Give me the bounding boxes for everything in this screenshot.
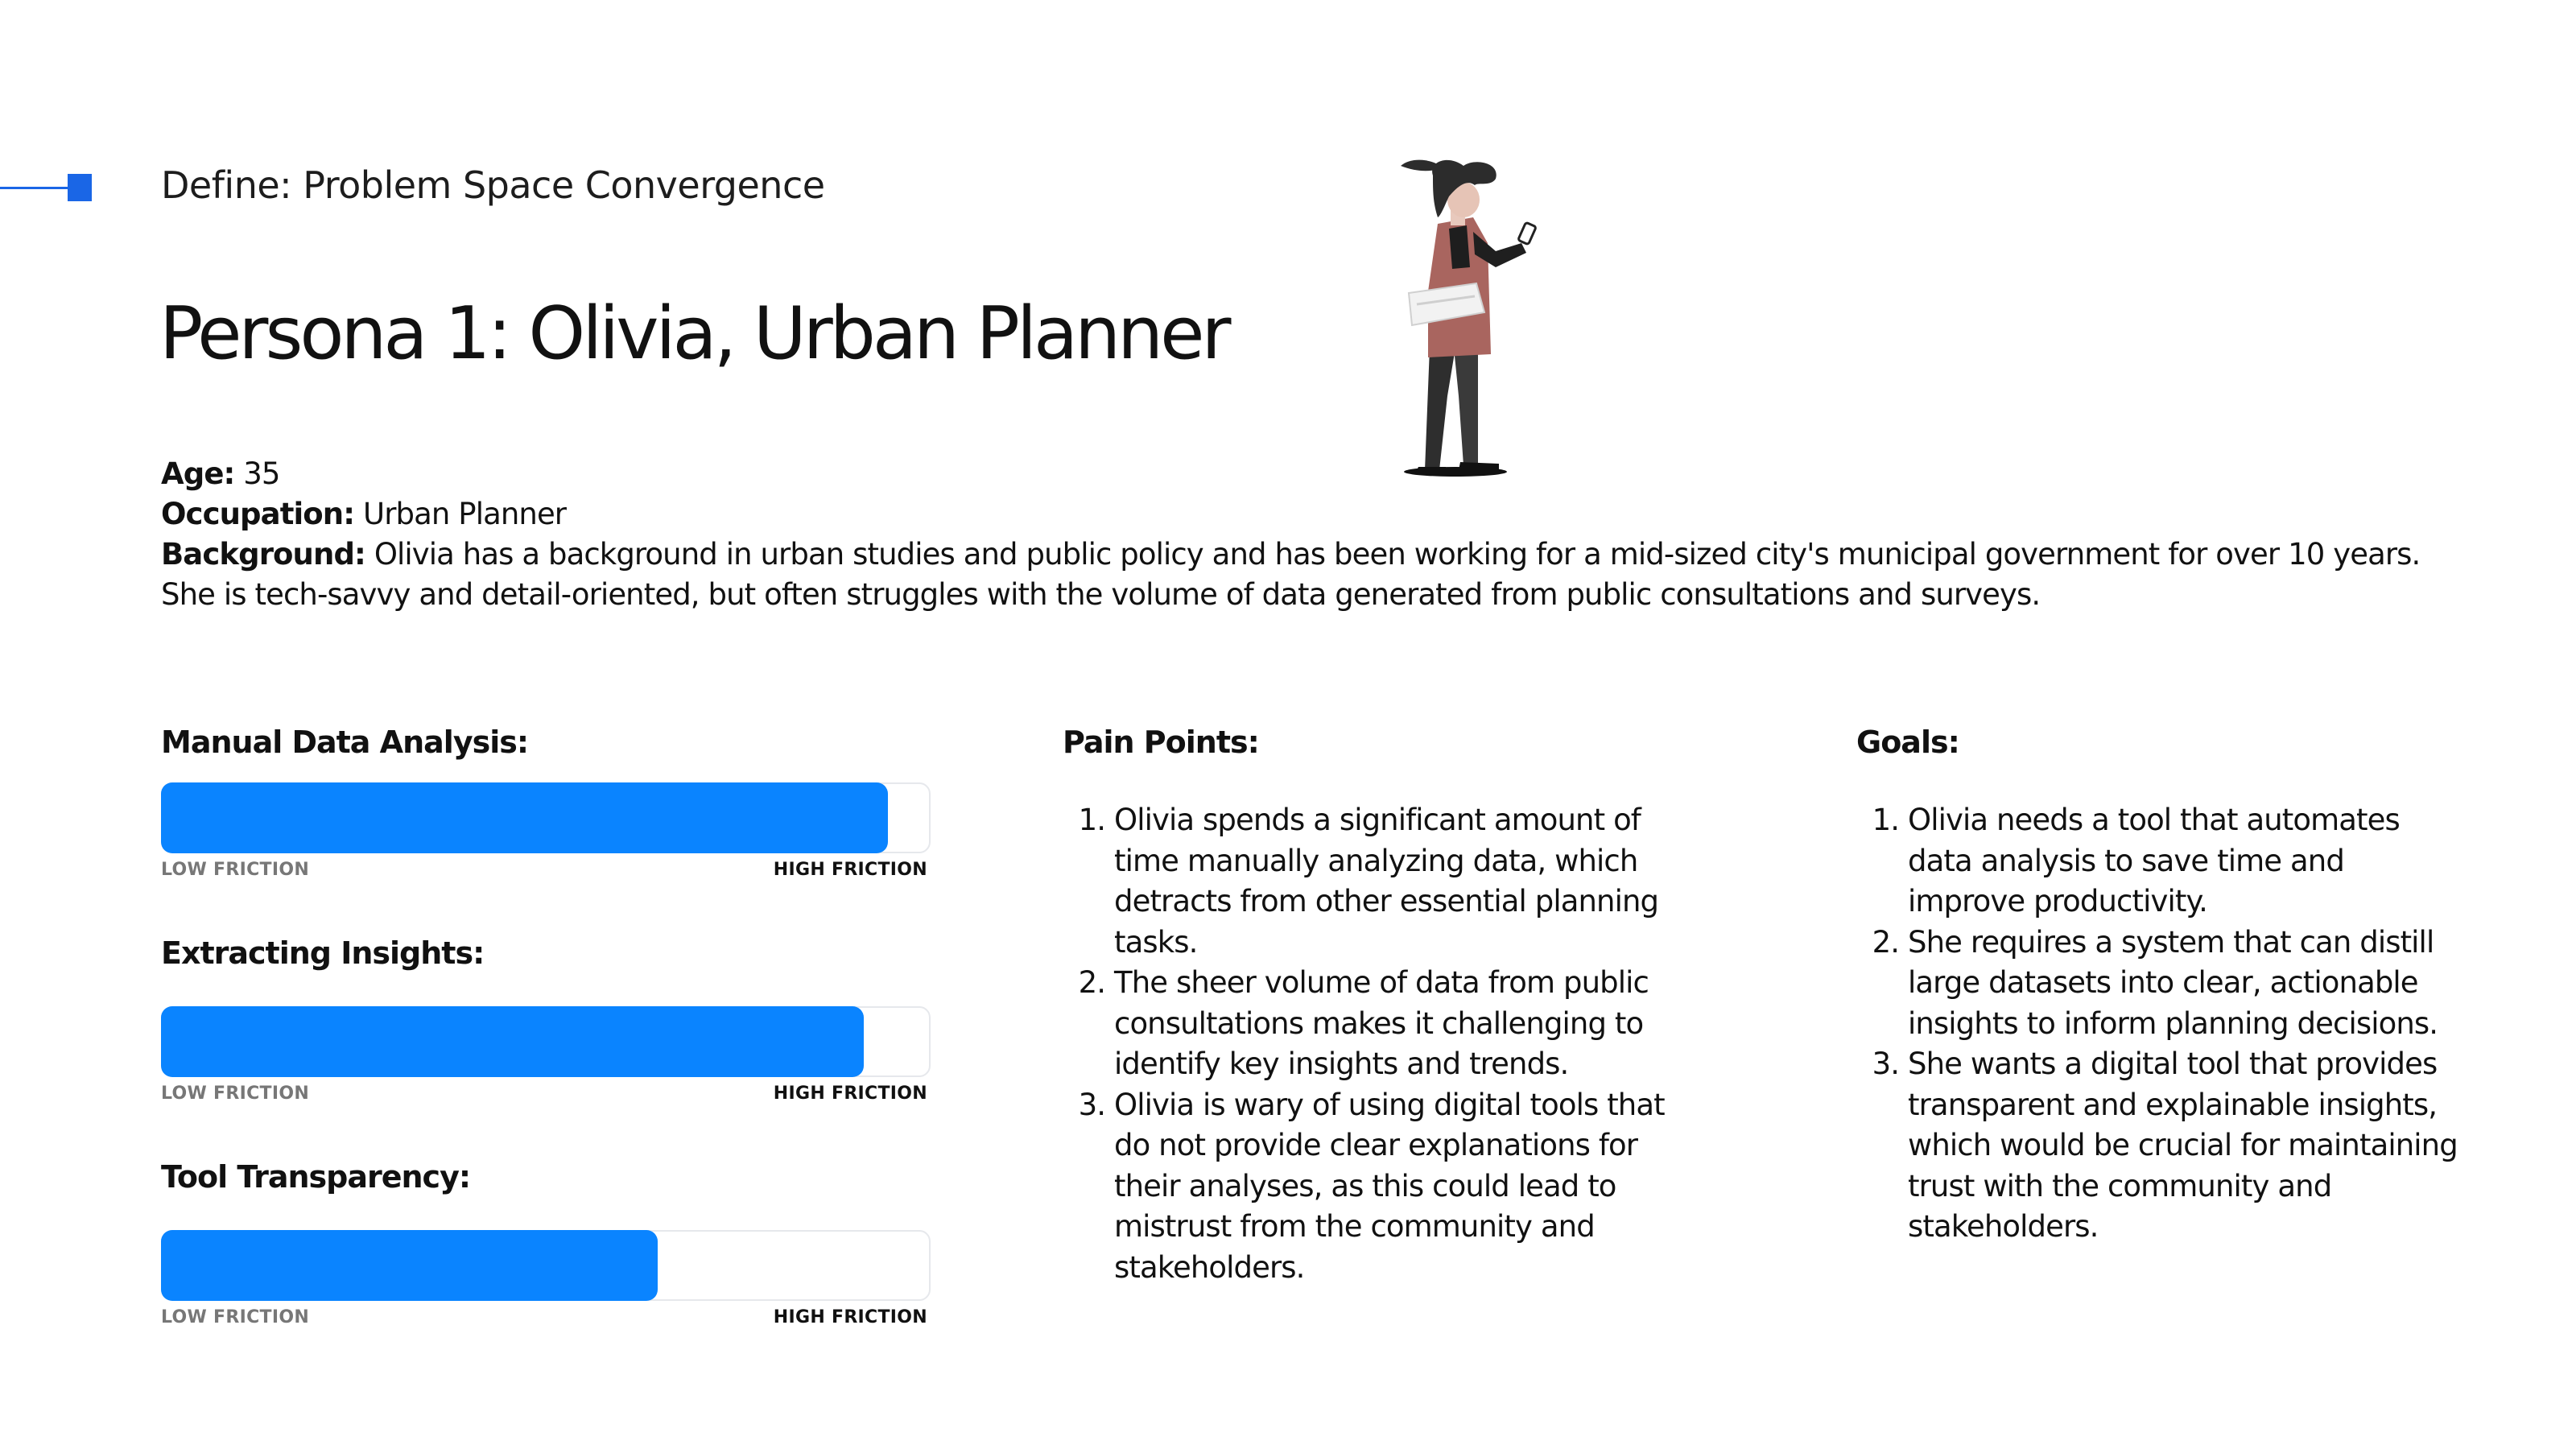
page-title: Persona 1: Olivia, Urban Planner xyxy=(159,291,1228,376)
section-label: Define: Problem Space Convergence xyxy=(161,163,825,207)
persona-illustration-icon xyxy=(1401,155,1562,485)
friction-bar-fill xyxy=(161,1230,658,1301)
pain-points-list xyxy=(1063,800,1674,1288)
occupation-label: Occupation: xyxy=(161,497,355,531)
friction-bar-fill xyxy=(161,1006,864,1077)
high-friction-label: HIGH FRICTION xyxy=(773,1307,927,1327)
illustration-legs xyxy=(1425,348,1455,470)
metric-label: Manual Data Analysis: xyxy=(161,724,529,760)
section-marker-icon xyxy=(0,174,93,201)
occupation-value: Urban Planner xyxy=(363,497,567,531)
list-item: 3. She wants a digital tool that provides transparent and explainable insights, which would be crucial for maintaining trust with the community and stakeholders. xyxy=(1908,1044,2468,1248)
metric-label: Extracting Insights: xyxy=(161,935,485,971)
friction-bar-fill xyxy=(161,782,888,853)
background-value: Olivia has a background in urban studies and public policy and has been working for a mid-sized city's municipal government for over 10 years. She is tech-savvy and detail-oriented, but often struggles with the volume of data generated from public consultations and surveys. xyxy=(161,537,2421,612)
metric-manual-data-analysis xyxy=(161,724,934,880)
friction-bar-track xyxy=(161,1230,931,1301)
age-value: 35 xyxy=(243,456,280,491)
background-label: Background: xyxy=(161,537,365,572)
metric-tool-transparency xyxy=(161,1159,934,1327)
illustration-phone xyxy=(1518,222,1537,245)
list-item: 2. The sheer volume of data from public consultations makes it challenging to identify key insights and trends. xyxy=(1114,963,1674,1085)
metric-extracting-insights xyxy=(161,935,934,1104)
goals-section xyxy=(1856,724,2468,1248)
goals-list xyxy=(1856,800,2468,1248)
profile-age-row xyxy=(161,454,2479,494)
profile-occupation-row xyxy=(161,494,2479,535)
friction-bar-track xyxy=(161,1006,931,1077)
friction-bar-track xyxy=(161,782,931,853)
high-friction-label: HIGH FRICTION xyxy=(773,1084,927,1104)
high-friction-label: HIGH FRICTION xyxy=(773,860,927,880)
list-item: 2. She requires a system that can distill large datasets into clear, actionable insights to inform planning decisions. xyxy=(1908,923,2468,1045)
list-item: 3. Olivia is wary of using digital tools that do not provide clear explanations for their analyses, as this could lead to mistrust from the community and stakeholders. xyxy=(1114,1085,1674,1289)
low-friction-label: LOW FRICTION xyxy=(161,1307,310,1327)
profile-background-row xyxy=(161,535,2479,615)
list-item: 1. Olivia spends a significant amount of time manually analyzing data, which detracts from other essential planning tasks. xyxy=(1114,800,1674,963)
low-friction-label: LOW FRICTION xyxy=(161,860,310,880)
section-marker-line xyxy=(0,187,69,189)
list-item: 1. Olivia needs a tool that automates data analysis to save time and improve productivity. xyxy=(1908,800,2468,923)
low-friction-label: LOW FRICTION xyxy=(161,1084,310,1104)
section-marker-square xyxy=(68,174,92,201)
age-label: Age: xyxy=(161,456,235,491)
pain-points-section xyxy=(1063,724,1674,1288)
metric-label: Tool Transparency: xyxy=(161,1159,471,1195)
pain-points-heading: Pain Points: xyxy=(1063,724,1259,760)
persona-profile xyxy=(161,454,2479,615)
goals-heading: Goals: xyxy=(1856,724,1959,760)
